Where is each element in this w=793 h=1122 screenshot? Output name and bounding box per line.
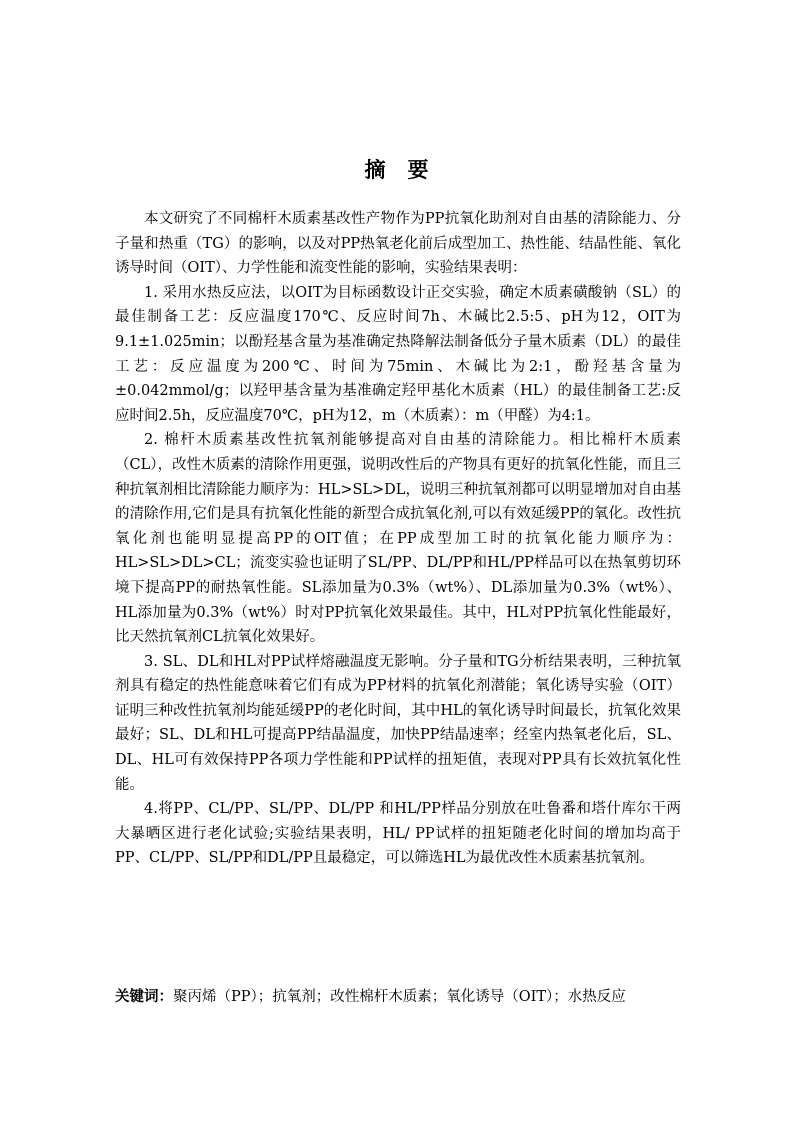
finding-3-paragraph: 3. SL、DL和HL对PP试样熔融温度无影响。分子量和TG分析结果表明，三种抗氧剂具有稳定的热性能意味着它们有成为PP材料的抗氧化剂潜能；氧化诱导实验（OIT）证明三种改性抗氧剂均能延缓PP的老化时间，其中HL的氧化诱导时间最长，抗氧化效果最好；SL、DL和HL可提高PP结晶温度，加快PP结晶速率；经室内热氧老化后，SL、DL、HL可有效保持PP各项力学性能和PP试样的扭矩值，表现对PP具有长效抗氧化性能。: [115, 653, 681, 793]
keywords-line: [115, 985, 695, 1009]
finding-1-paragraph: 1. 采用水热反应法，以OIT为目标函数设计正交实验，确定木质素磺酸钠（SL）的最佳制备工艺：反应温度170℃、反应时间7h、木碱比2.5:5、pH为12，OIT为9.1±1.025min；以酚羟基含量为基准确定热降解法制备低分子量木质素（DL）的最佳工艺：反应温度为200℃、时间为75min、木碱比为2:1，酚羟基含量为±0.042mmol/g；以羟甲基含量为基准确定羟甲基化木质素（HL）的最佳制备工艺:反应时间2.5h，反应温度70℃，pH为12，m（木质素）：m（甲醛）为4:1。: [115, 284, 681, 424]
finding-4-paragraph: 4.将PP、CL/PP、SL/PP、DL/PP 和HL/PP样品分别放在吐鲁番和塔什库尔干两大暴晒区进行老化试验;实验结果表明，HL/ PP试样的扭矩随老化时间的增加均高于PP、CL/PP、SL/PP和DL/PP且最稳定，可以筛选HL为最优改性木质素基抗氧剂。: [115, 801, 681, 867]
keywords-label: 关键词：: [115, 988, 173, 1005]
abstract-body: [115, 207, 681, 871]
keywords-text: 聚丙烯（PP）；抗氧剂；改性棉杆木质素；氧化诱导（OIT）；水热反应: [173, 989, 626, 1005]
abstract-intro-paragraph: 本文研究了不同棉杆木质素基改性产物作为PP抗氧化助剂对自由基的清除能力、分子量和热重（TG）的影响，以及对PP热氧老化前后成型加工、热性能、结晶性能、氧化诱导时间（OIT）、力学性能和流变性能的影响，实验结果表明：: [115, 211, 681, 277]
abstract-title: 摘要: [364, 158, 451, 182]
finding-2-paragraph: 2. 棉杆木质素基改性抗氧剂能够提高对自由基的清除能力。相比棉杆木质素（CL），改性木质素的清除作用更强，说明改性后的产物具有更好的抗氧化性能，而且三种抗氧剂相比清除能力顺序为：HL>SL>DL，说明三种抗氧剂都可以明显增加对自由基的清除作用,它们是具有抗氧化性能的新型合成抗氧化剂,可以有效延缓PP的氧化。改性抗氧化剂也能明显提高PP的OIT值；在PP成型加工时的抗氧化能力顺序为：HL>SL>DL>CL；流变实验也证明了SL/PP、DL/PP和HL/PP样品可以在热氧剪切环境下提高PP的耐热氧性能。SL添加量为0.3%（wt%）、DL添加量为0.3%（wt%）、HL添加量为0.3%（wt%）时对PP抗氧化效果最佳。其中，HL对PP抗氧化性能最好，比天然抗氧剂CL抗氧化效果好。: [115, 432, 681, 646]
